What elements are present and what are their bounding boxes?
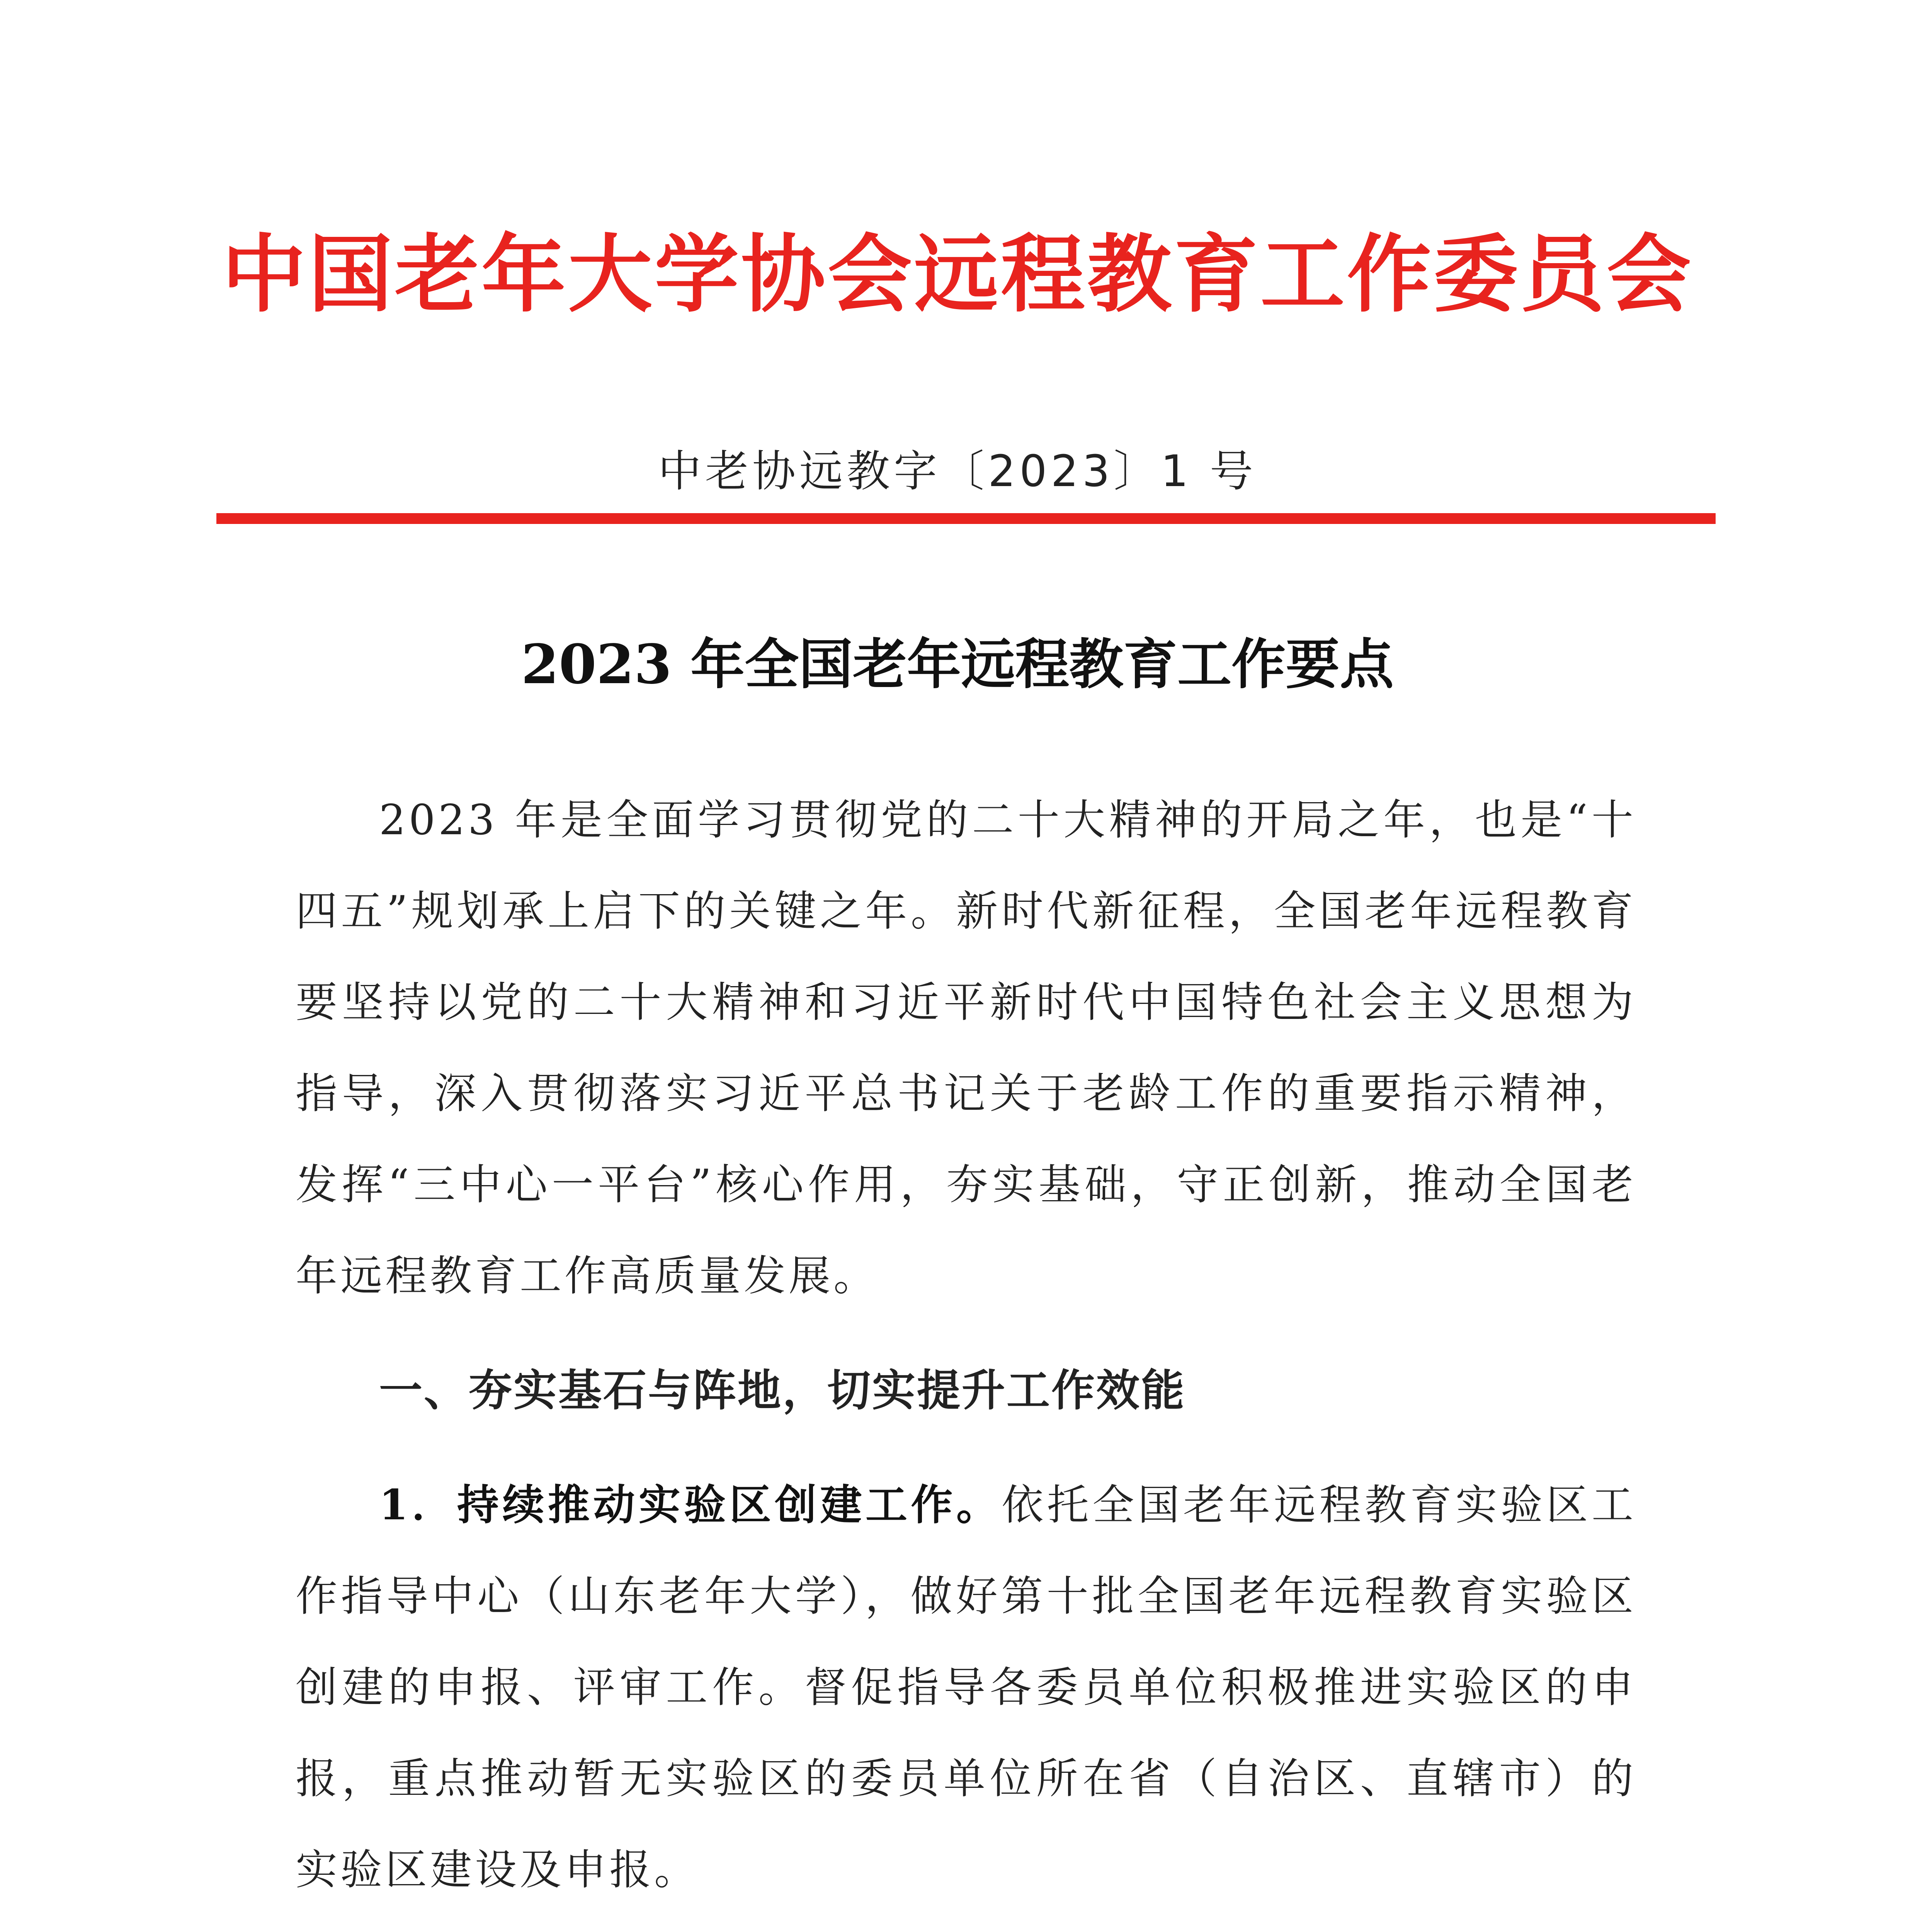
section-heading: 一、夯实基石与阵地，切实提升工作效能 [379, 1366, 1186, 1416]
document-number: 中老协远教字〔2023〕1 号 [658, 446, 1257, 497]
document-title: 2023 年全国老年远程教育工作要点 [521, 633, 1394, 696]
item-lead: 1．持续推动实验区创建工作。 [379, 1481, 1002, 1529]
item-paragraph [296, 1916, 1636, 1932]
organization-header: 中国老年大学协会远程教育工作委员会 [222, 225, 1693, 324]
intro-paragraph: 2023 年是全面学习贯彻党的二十大精神的开局之年，也是“十四五”规划承上启下的关键之年。新时代新征程，全国老年远程教育要坚持以党的二十大精神和习近平新时代中国特色社会主义思想为指导，深入贯彻落实习近平总书记关于老龄工作的重要指示精神，发挥“三中心一平台”核心作用，夯实基础，守正创新，推动全国老年远程教育工作高质量发展。 [296, 796, 1636, 1300]
red-divider-line [216, 513, 1716, 524]
document-body [296, 775, 1636, 1932]
item-paragraph [296, 1459, 1636, 1916]
item-text: 依托全国老年远程教育实验区工作指导中心（山东老年大学），做好第十批全国老年远程教育实验区创建的申报、评审工作。督促指导各委员单位积极推进实验区的申报，重点推动暂无实验区的委员单位所在省（自治区、直辖市）的实验区建设及申报。 [296, 1481, 1636, 1894]
